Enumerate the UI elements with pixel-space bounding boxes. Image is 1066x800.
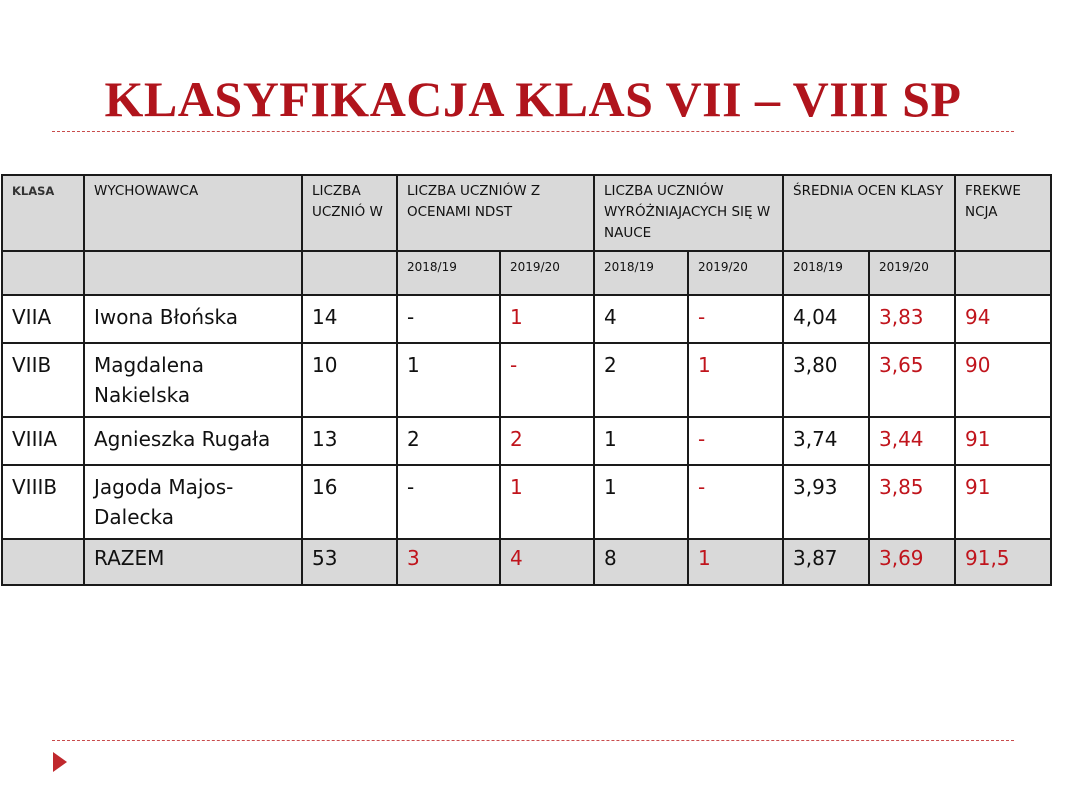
total-frekwencja: 91,5 xyxy=(955,539,1051,585)
total-sr-2018: 3,87 xyxy=(783,539,869,585)
cell-sr-2018: 4,04 xyxy=(783,295,869,343)
cell-wychowawca: Iwona Błońska xyxy=(84,295,302,343)
top-divider xyxy=(52,131,1014,132)
cell-klasa: VIIIA xyxy=(2,417,84,465)
cell-liczba: 13 xyxy=(302,417,397,465)
cell-sr-2018: 3,80 xyxy=(783,343,869,417)
table-row xyxy=(2,295,1051,343)
cell-klasa: VIIB xyxy=(2,343,84,417)
cell-ndst-2018: 2 xyxy=(397,417,500,465)
cell-wyr-2019: - xyxy=(688,295,783,343)
table-row xyxy=(2,417,1051,465)
year-ndst-2019: 2019/20 xyxy=(500,251,594,295)
triangle-bullet-icon xyxy=(53,752,67,772)
cell-klasa: VIIA xyxy=(2,295,84,343)
slide-title: KLASYFIKACJA KLAS VII – VIII SP xyxy=(104,71,962,127)
cell-ndst-2018: 1 xyxy=(397,343,500,417)
header-row xyxy=(2,175,1051,251)
year-empty-liczba xyxy=(302,251,397,295)
cell-frekwencja: 91 xyxy=(955,417,1051,465)
header-liczba-uczniow: LICZBA UCZNIÓ W xyxy=(302,175,397,251)
cell-wyr-2018: 1 xyxy=(594,465,688,539)
cell-wychowawca: Agnieszka Rugała xyxy=(84,417,302,465)
cell-ndst-2019: 1 xyxy=(500,465,594,539)
total-wyr-2019: 1 xyxy=(688,539,783,585)
cell-sr-2019: 3,44 xyxy=(869,417,955,465)
cell-sr-2018: 3,93 xyxy=(783,465,869,539)
cell-klasa: VIIIB xyxy=(2,465,84,539)
cell-frekwencja: 94 xyxy=(955,295,1051,343)
header-srednia: ŚREDNIA OCEN KLASY xyxy=(783,175,955,251)
cell-sr-2019: 3,83 xyxy=(869,295,955,343)
cell-ndst-2019: 1 xyxy=(500,295,594,343)
cell-liczba: 14 xyxy=(302,295,397,343)
cell-wyr-2019: - xyxy=(688,465,783,539)
cell-wyr-2019: - xyxy=(688,417,783,465)
year-empty-klasa xyxy=(2,251,84,295)
total-sr-2019: 3,69 xyxy=(869,539,955,585)
year-sr-2019: 2019/20 xyxy=(869,251,955,295)
total-empty-klasa xyxy=(2,539,84,585)
cell-sr-2019: 3,85 xyxy=(869,465,955,539)
table-row xyxy=(2,343,1051,417)
cell-frekwencja: 90 xyxy=(955,343,1051,417)
header-wyrozniajacych: LICZBA UCZNIÓW WYRÓŻNIAJACYCH SIĘ W NAUCE xyxy=(594,175,783,251)
year-wyr-2018: 2018/19 xyxy=(594,251,688,295)
cell-wyr-2018: 2 xyxy=(594,343,688,417)
total-row xyxy=(2,539,1051,585)
header-frekwencja: FREKWE NCJA xyxy=(955,175,1051,251)
total-ndst-2018: 3 xyxy=(397,539,500,585)
header-klasa: KLASA xyxy=(2,175,84,251)
year-row xyxy=(2,251,1051,295)
cell-liczba: 16 xyxy=(302,465,397,539)
total-label: RAZEM xyxy=(84,539,302,585)
cell-sr-2018: 3,74 xyxy=(783,417,869,465)
cell-wyr-2018: 4 xyxy=(594,295,688,343)
cell-ndst-2019: 2 xyxy=(500,417,594,465)
cell-wyr-2019: 1 xyxy=(688,343,783,417)
total-liczba: 53 xyxy=(302,539,397,585)
year-wyr-2019: 2019/20 xyxy=(688,251,783,295)
cell-liczba: 10 xyxy=(302,343,397,417)
cell-frekwencja: 91 xyxy=(955,465,1051,539)
cell-ndst-2019: - xyxy=(500,343,594,417)
cell-wyr-2018: 1 xyxy=(594,417,688,465)
cell-wychowawca: Magdalena Nakielska xyxy=(84,343,302,417)
cell-wychowawca: Jagoda Majos-Dalecka xyxy=(84,465,302,539)
year-empty-frek xyxy=(955,251,1051,295)
cell-ndst-2018: - xyxy=(397,295,500,343)
classification-table xyxy=(1,174,1052,586)
bottom-divider xyxy=(52,740,1014,741)
table-row xyxy=(2,465,1051,539)
year-ndst-2018: 2018/19 xyxy=(397,251,500,295)
cell-sr-2019: 3,65 xyxy=(869,343,955,417)
header-ndst: LICZBA UCZNIÓW Z OCENAMI NDST xyxy=(397,175,594,251)
year-sr-2018: 2018/19 xyxy=(783,251,869,295)
total-wyr-2018: 8 xyxy=(594,539,688,585)
total-ndst-2019: 4 xyxy=(500,539,594,585)
year-empty-wychowawca xyxy=(84,251,302,295)
cell-ndst-2018: - xyxy=(397,465,500,539)
header-wychowawca: WYCHOWAWCA xyxy=(84,175,302,251)
